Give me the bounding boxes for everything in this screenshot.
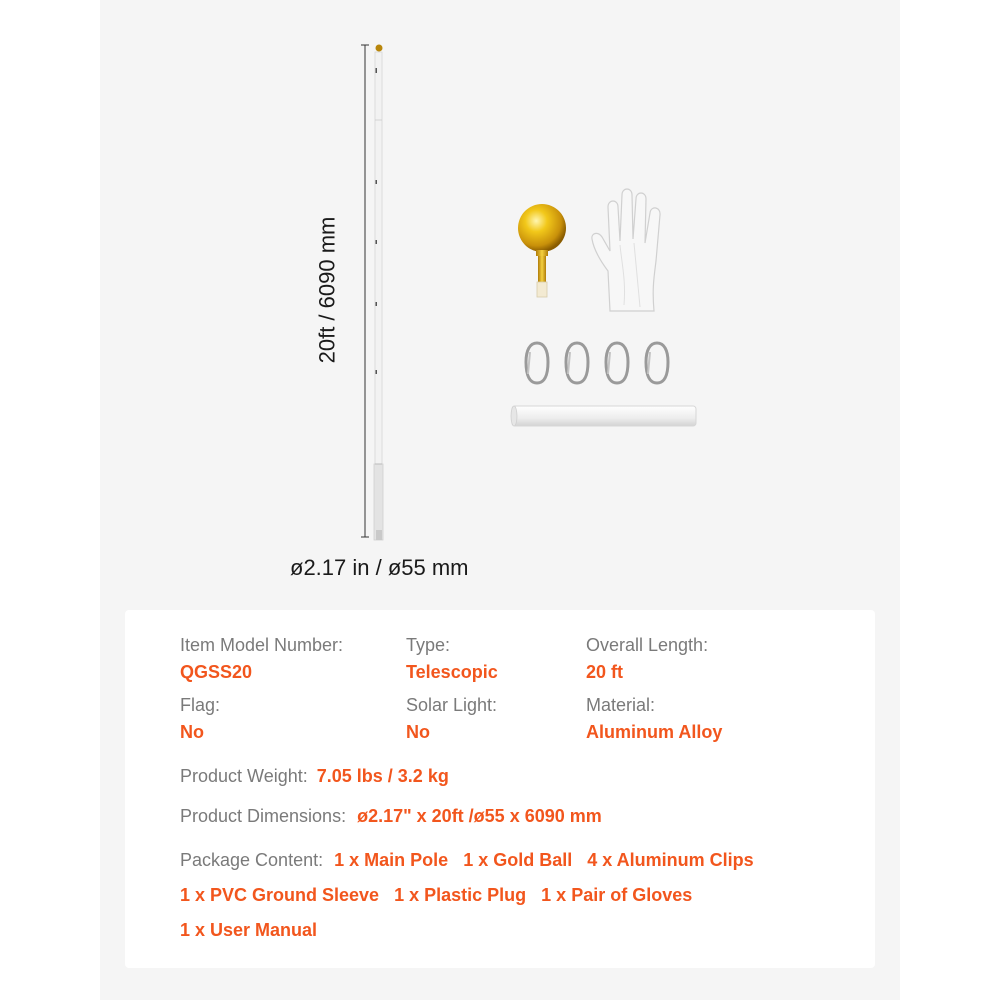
aluminum-clips [522, 340, 682, 390]
dimensions-label: Product Dimensions: [180, 806, 347, 826]
clip-icon [562, 340, 592, 386]
package-item: 1 x Pair of Gloves [541, 885, 693, 905]
model-label: Item Model Number: [180, 635, 344, 655]
length-label: Overall Length: [586, 635, 709, 655]
package-label: Package Content: [180, 850, 324, 870]
weight-row [180, 765, 449, 787]
dimensions-row [180, 805, 602, 827]
length-value: 20 ft [586, 662, 624, 682]
material-label: Material: [586, 695, 656, 715]
material-value: Aluminum Alloy [586, 722, 723, 742]
flag-value: No [180, 722, 204, 742]
package-line-2 [180, 884, 702, 906]
model-value: QGSS20 [180, 662, 253, 682]
gold-ball-icon [512, 200, 572, 310]
package-item: 1 x Plastic Plug [394, 885, 527, 905]
weight-value: 7.05 lbs / 3.2 kg [316, 766, 449, 786]
clip-icon [522, 340, 552, 386]
clip-icon [602, 340, 632, 386]
flag-label: Flag: [180, 695, 221, 715]
diameter-dimension-label: ø2.17 in / ø55 mm [290, 555, 469, 580]
pvc-sleeve-icon [508, 403, 700, 429]
flagpole-image [355, 40, 395, 545]
spec-card [125, 610, 875, 968]
solar-light-value: No [406, 722, 430, 742]
package-item: 1 x PVC Ground Sleeve [180, 885, 380, 905]
height-dimension-label: 20ft / 6090 mm [314, 216, 340, 364]
solar-light-label: Solar Light: [406, 695, 498, 715]
package-line-3 [180, 919, 327, 941]
package-item: 4 x Aluminum Clips [587, 850, 754, 870]
weight-label: Product Weight: [180, 766, 308, 786]
dimensions-value: ø2.17" x 20ft /ø55 x 6090 mm [357, 806, 602, 826]
package-line-1 [180, 849, 764, 871]
package-item: 1 x User Manual [180, 920, 318, 940]
type-label: Type: [406, 635, 451, 655]
package-item: 1 x Gold Ball [463, 850, 573, 870]
type-value: Telescopic [406, 662, 498, 682]
clip-icon [642, 340, 672, 386]
glove-icon [588, 185, 680, 315]
package-item: 1 x Main Pole [334, 850, 449, 870]
